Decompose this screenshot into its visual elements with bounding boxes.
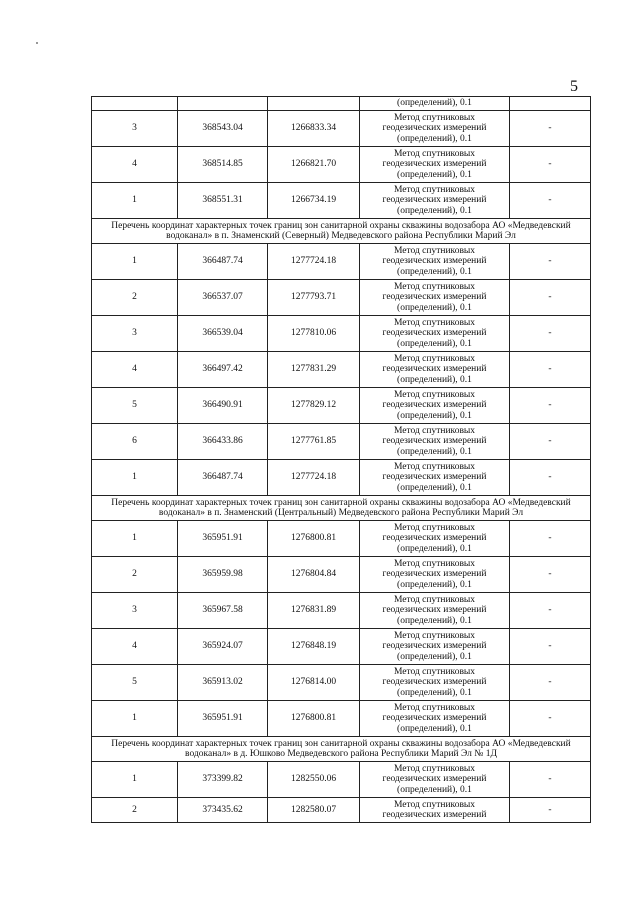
method-line: (определений), 0.1 — [397, 338, 472, 349]
y-coordinate-cell: 1266833.34 — [268, 111, 360, 147]
scan-speck — [36, 42, 38, 44]
x-coordinate-cell: 365951.91 — [178, 521, 268, 557]
note-cell — [510, 97, 591, 111]
method-line: Метод спутниковых — [393, 148, 476, 159]
note-cell: - — [510, 111, 591, 147]
note-cell: - — [510, 521, 591, 557]
x-coordinate-cell: 368551.31 — [178, 183, 268, 219]
point-number-cell: 1 — [92, 762, 178, 798]
method-line: геодезических измерений — [382, 472, 487, 483]
method-line: Метод спутниковых — [393, 594, 476, 605]
y-coordinate-cell: 1276848.19 — [268, 629, 360, 665]
table-row — [92, 593, 591, 629]
method-line: геодезических измерений — [382, 256, 487, 267]
method-line: геодезических измерений — [382, 123, 487, 134]
x-coordinate-cell: 365959.98 — [178, 557, 268, 593]
method-line: Метод спутниковых — [393, 522, 476, 533]
table-row — [92, 183, 591, 219]
point-number-cell: 1 — [92, 244, 178, 280]
note-cell: - — [510, 593, 591, 629]
method-line: (определений), 0.1 — [397, 579, 472, 590]
y-coordinate-cell: 1277793.71 — [268, 280, 360, 316]
point-number-cell: 3 — [92, 111, 178, 147]
method-line: Метод спутниковых — [393, 317, 476, 328]
y-coordinate-cell: 1277810.06 — [268, 316, 360, 352]
x-coordinate-cell: 366497.42 — [178, 352, 268, 388]
method-cell — [360, 521, 510, 557]
table-row — [92, 762, 591, 798]
x-coordinate-cell: 366433.86 — [178, 424, 268, 460]
y-coordinate-cell: 1282550.06 — [268, 762, 360, 798]
method-line: (определений), 0.1 — [397, 266, 472, 277]
y-coordinate-cell: 1276804.84 — [268, 557, 360, 593]
method-line: (определений), 0.1 — [397, 687, 472, 698]
method-line: (определений), 0.1 — [397, 446, 472, 457]
table-row — [92, 629, 591, 665]
y-coordinate-cell: 1276800.81 — [268, 521, 360, 557]
point-number-cell: 5 — [92, 665, 178, 701]
method-line: (определений), 0.1 — [397, 374, 472, 385]
method-line: (определений), 0.1 — [397, 482, 472, 493]
method-line: (определений), 0.1 — [397, 615, 472, 626]
y-coordinate-cell: 1276814.00 — [268, 665, 360, 701]
note-cell: - — [510, 665, 591, 701]
y-coordinate-cell: 1276800.81 — [268, 701, 360, 737]
method-line: геодезических измерений — [382, 436, 487, 447]
y-coordinate-cell: 1266734.19 — [268, 183, 360, 219]
page-number: 5 — [570, 78, 578, 95]
method-cell: (определений), 0.1 — [360, 97, 510, 111]
table-row — [92, 460, 591, 496]
y-coordinate-cell — [268, 97, 360, 111]
point-number-cell: 2 — [92, 798, 178, 823]
method-line: геодезических измерений — [382, 195, 487, 206]
method-line: геодезических измерений — [382, 292, 487, 303]
method-cell — [360, 352, 510, 388]
point-number-cell: 1 — [92, 183, 178, 219]
x-coordinate-cell: 373399.82 — [178, 762, 268, 798]
table-row — [92, 147, 591, 183]
note-cell: - — [510, 798, 591, 823]
note-cell: - — [510, 629, 591, 665]
method-line: геодезических измерений — [382, 677, 487, 688]
table-row — [92, 316, 591, 352]
point-number-cell: 4 — [92, 352, 178, 388]
table-row — [92, 111, 591, 147]
method-cell — [360, 280, 510, 316]
table-row — [92, 352, 591, 388]
method-line: Метод спутниковых — [393, 245, 476, 256]
method-line: Метод спутниковых — [393, 281, 476, 292]
method-line: Метод спутниковых — [393, 389, 476, 400]
continued-row — [92, 97, 591, 111]
section-header-row — [92, 737, 591, 762]
y-coordinate-cell: 1276831.89 — [268, 593, 360, 629]
method-line: геодезических измерений — [382, 364, 487, 375]
table-row — [92, 244, 591, 280]
method-cell — [360, 244, 510, 280]
table-row — [92, 701, 591, 737]
point-number-cell: 2 — [92, 280, 178, 316]
section-header: Перечень координат характерных точек границ зон санитарной охраны скважины водозабора АО «Медведевский водоканал» в д. Юшково Медведевского района Республики Марий Эл № 1Д — [92, 737, 591, 762]
method-cell — [360, 762, 510, 798]
method-line: (определений), 0.1 — [397, 784, 472, 795]
method-line: геодезических измерений — [382, 810, 487, 820]
note-cell: - — [510, 147, 591, 183]
table-row — [92, 557, 591, 593]
x-coordinate-cell: 365913.02 — [178, 665, 268, 701]
table-row — [92, 521, 591, 557]
y-coordinate-cell: 1277761.85 — [268, 424, 360, 460]
table-row — [92, 424, 591, 460]
coordinates-table-body — [92, 97, 591, 823]
x-coordinate-cell: 366539.04 — [178, 316, 268, 352]
y-coordinate-cell: 1282580.07 — [268, 798, 360, 823]
method-line: (определений), 0.1 — [397, 410, 472, 421]
method-line: геодезических измерений — [382, 400, 487, 411]
point-number-cell: 6 — [92, 424, 178, 460]
point-number-cell: 4 — [92, 147, 178, 183]
x-coordinate-cell: 366490.91 — [178, 388, 268, 424]
point-number-cell: 3 — [92, 593, 178, 629]
method-cell — [360, 593, 510, 629]
x-coordinate-cell: 365951.91 — [178, 701, 268, 737]
method-line: геодезических измерений — [382, 641, 487, 652]
note-cell: - — [510, 316, 591, 352]
method-line: Метод спутниковых — [393, 763, 476, 774]
method-cell — [360, 665, 510, 701]
note-cell: - — [510, 244, 591, 280]
x-coordinate-cell: 366487.74 — [178, 460, 268, 496]
section-header: Перечень координат характерных точек границ зон санитарной охраны скважины водозабора АО «Медведевский водоканал» в п. Знаменский (Центральный) Медведевского района Республики Марий Эл — [92, 496, 591, 521]
method-line: Метод спутниковых — [393, 425, 476, 436]
point-number-cell: 4 — [92, 629, 178, 665]
method-line: геодезических измерений — [382, 605, 487, 616]
method-cell — [360, 111, 510, 147]
method-line: (определений), 0.1 — [397, 169, 472, 180]
note-cell: - — [510, 280, 591, 316]
note-cell: - — [510, 388, 591, 424]
method-cell — [360, 798, 510, 823]
x-coordinate-cell: 365924.07 — [178, 629, 268, 665]
note-cell: - — [510, 557, 591, 593]
method-line: (определений), 0.1 — [397, 133, 472, 144]
point-number-cell: 2 — [92, 557, 178, 593]
y-coordinate-cell: 1266821.70 — [268, 147, 360, 183]
x-coordinate-cell — [178, 97, 268, 111]
method-line: Метод спутниковых — [393, 666, 476, 677]
method-cell — [360, 424, 510, 460]
method-cell — [360, 183, 510, 219]
section-header-row — [92, 496, 591, 521]
method-line: Метод спутниковых — [393, 461, 476, 472]
method-line: (определений), 0.1 — [397, 651, 472, 662]
method-cell — [360, 316, 510, 352]
method-line: (определений), 0.1 — [397, 543, 472, 554]
x-coordinate-cell: 366537.07 — [178, 280, 268, 316]
method-cell — [360, 629, 510, 665]
method-line: геодезических измерений — [382, 774, 487, 785]
y-coordinate-cell: 1277829.12 — [268, 388, 360, 424]
note-cell: - — [510, 352, 591, 388]
y-coordinate-cell: 1277724.18 — [268, 460, 360, 496]
section-header-row — [92, 219, 591, 244]
point-number-cell: 1 — [92, 521, 178, 557]
note-cell: - — [510, 183, 591, 219]
note-cell: - — [510, 460, 591, 496]
y-coordinate-cell: 1277724.18 — [268, 244, 360, 280]
table-row — [92, 665, 591, 701]
method-line: геодезических измерений — [382, 328, 487, 339]
table-row — [92, 798, 591, 823]
method-line: Метод спутниковых — [393, 799, 476, 810]
method-cell — [360, 701, 510, 737]
point-number-cell: 3 — [92, 316, 178, 352]
table-row — [92, 280, 591, 316]
point-number-cell: 1 — [92, 701, 178, 737]
method-line: (определений), 0.1 — [397, 205, 472, 216]
method-cell — [360, 147, 510, 183]
x-coordinate-cell: 368543.04 — [178, 111, 268, 147]
table-row — [92, 388, 591, 424]
x-coordinate-cell: 366487.74 — [178, 244, 268, 280]
method-line: Метод спутниковых — [393, 184, 476, 195]
method-line: геодезических измерений — [382, 569, 487, 580]
method-cell — [360, 557, 510, 593]
coordinates-table — [91, 96, 591, 823]
method-cell — [360, 460, 510, 496]
x-coordinate-cell: 368514.85 — [178, 147, 268, 183]
method-line: (определений), 0.1 — [397, 302, 472, 313]
method-line: геодезических измерений — [382, 159, 487, 170]
method-line: (определений), 0.1 — [397, 723, 472, 734]
x-coordinate-cell: 373435.62 — [178, 798, 268, 823]
method-line: геодезических измерений — [382, 533, 487, 544]
y-coordinate-cell: 1277831.29 — [268, 352, 360, 388]
note-cell: - — [510, 424, 591, 460]
note-cell: - — [510, 701, 591, 737]
x-coordinate-cell: 365967.58 — [178, 593, 268, 629]
method-line: геодезических измерений — [382, 713, 487, 724]
method-cell — [360, 388, 510, 424]
point-number-cell — [92, 97, 178, 111]
method-line: Метод спутниковых — [393, 630, 476, 641]
note-cell: - — [510, 762, 591, 798]
method-line: Метод спутниковых — [393, 353, 476, 364]
method-line: Метод спутниковых — [393, 558, 476, 569]
method-line: Метод спутниковых — [393, 702, 476, 713]
method-line: Метод спутниковых — [393, 112, 476, 123]
point-number-cell: 5 — [92, 388, 178, 424]
point-number-cell: 1 — [92, 460, 178, 496]
section-header: Перечень координат характерных точек границ зон санитарной охраны скважины водозабора АО «Медведевский водоканал» в п. Знаменский (Северный) Медведевского района Республики Марий Эл — [92, 219, 591, 244]
